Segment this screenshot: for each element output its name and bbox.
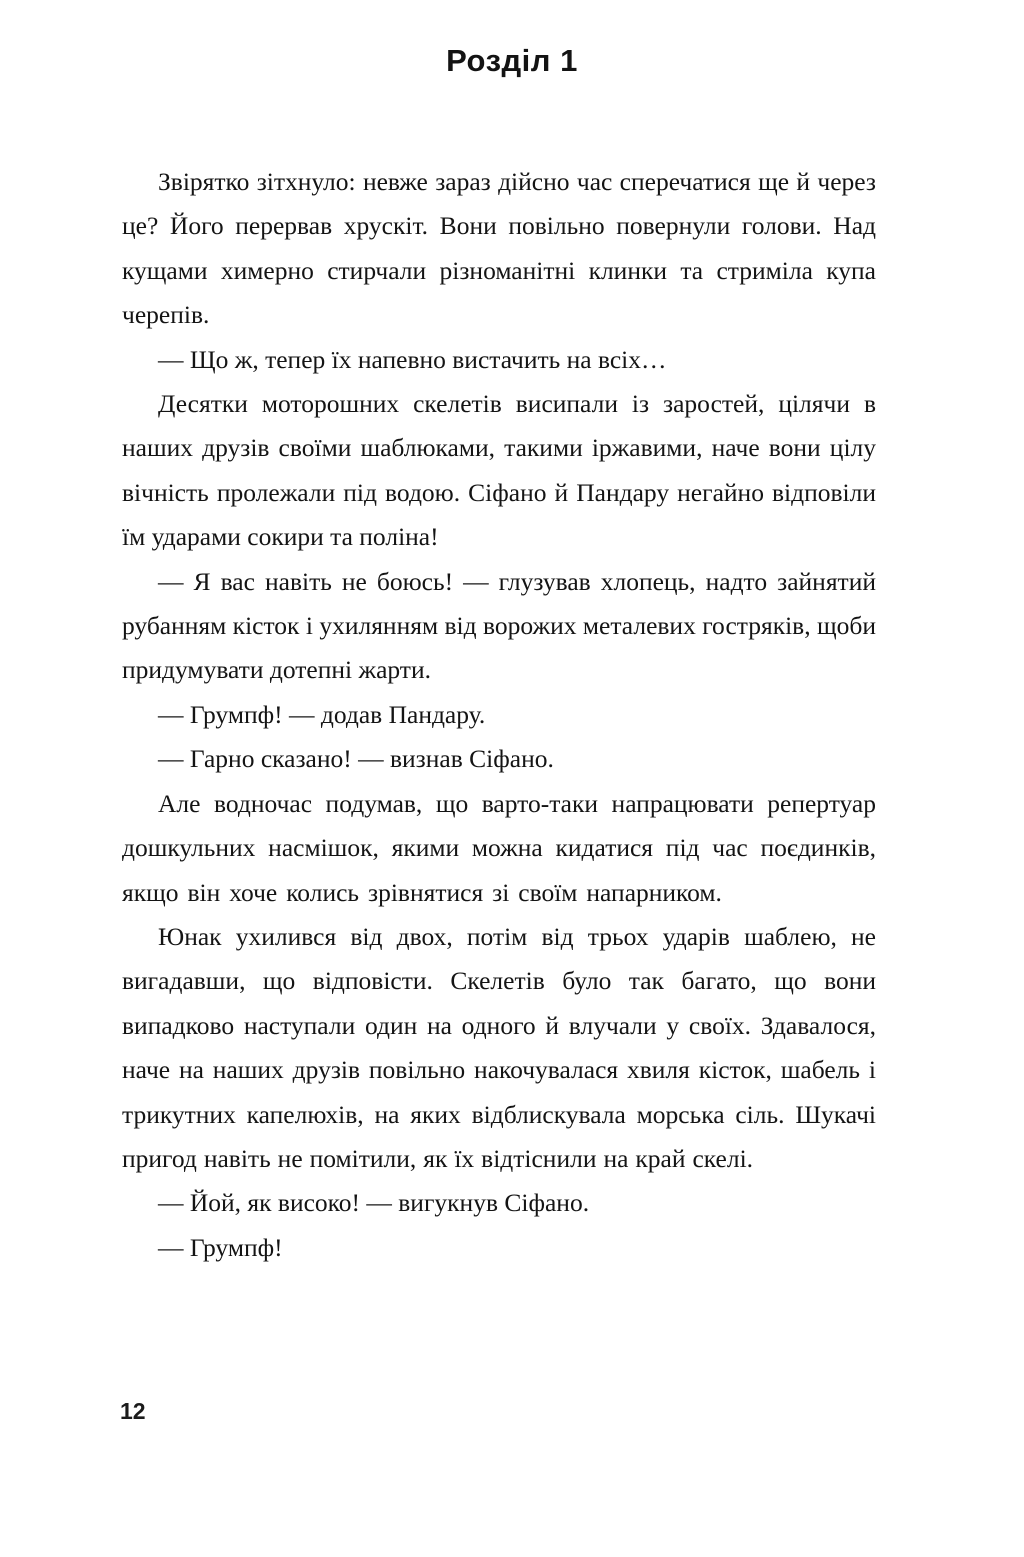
paragraph: Десятки моторошних скелетів висипали із заростей, цілячи в наших друзів своїми шаблюками, такими іржавими, наче вони цілу вічність пролежали під водою. Сіфано й Пандару негайно відповіли їм ударами сокири та поліна! bbox=[122, 389, 876, 552]
paragraph: — Йой, як високо! — вигукнув Сіфано. bbox=[158, 1188, 590, 1218]
paragraph: — Гарно сказано! — визнав Сіфано. bbox=[158, 744, 554, 774]
paragraph: — Я вас навіть не боюсь! — глузував хлопець, надто зайнятий рубанням кісток і ухилянням від ворожих металевих гостряків, щоби придумувати дотепні жарти. bbox=[122, 566, 876, 685]
paragraph: Але водночас подумав, що варто-таки напрацювати репертуар дошкульних насмішок, якими можна кидатися під час поєдинків, якщо він хоче колись зрівнятися зі своїм напарником. bbox=[122, 788, 876, 907]
body-text-block bbox=[122, 160, 876, 1270]
paragraph: — Грумпф! bbox=[158, 1232, 283, 1262]
paragraph: Звірятко зітхнуло: невже зараз дійсно час сперечатися ще й через це? Його перервав хрускіт. Вони повільно повернули голови. Над кущами химерно стирчали різноманітні клинки та стриміла купа черепів. bbox=[122, 167, 876, 330]
paragraph: Юнак ухилився від двох, потім від трьох ударів шаблею, не вигадавши, що відповісти. Скелетів було так багато, що вони випадково наступали один на одного й влучали у своїх. Здавалося, наче на наших друзів повільно накочувалася хвиля кісток, шабель і трикутних капелюхів, на яких відблискувала морська сіль. Шукачі пригод навіть не помітили, як їх відтіснили на край скелі. bbox=[122, 921, 876, 1173]
paragraph: — Що ж, тепер їх напевно вистачить на всіх… bbox=[158, 344, 667, 374]
paragraph: — Грумпф! — додав Пандару. bbox=[158, 699, 486, 729]
page-title: Розділ 1 bbox=[446, 43, 578, 78]
page-number: 12 bbox=[120, 1398, 146, 1424]
